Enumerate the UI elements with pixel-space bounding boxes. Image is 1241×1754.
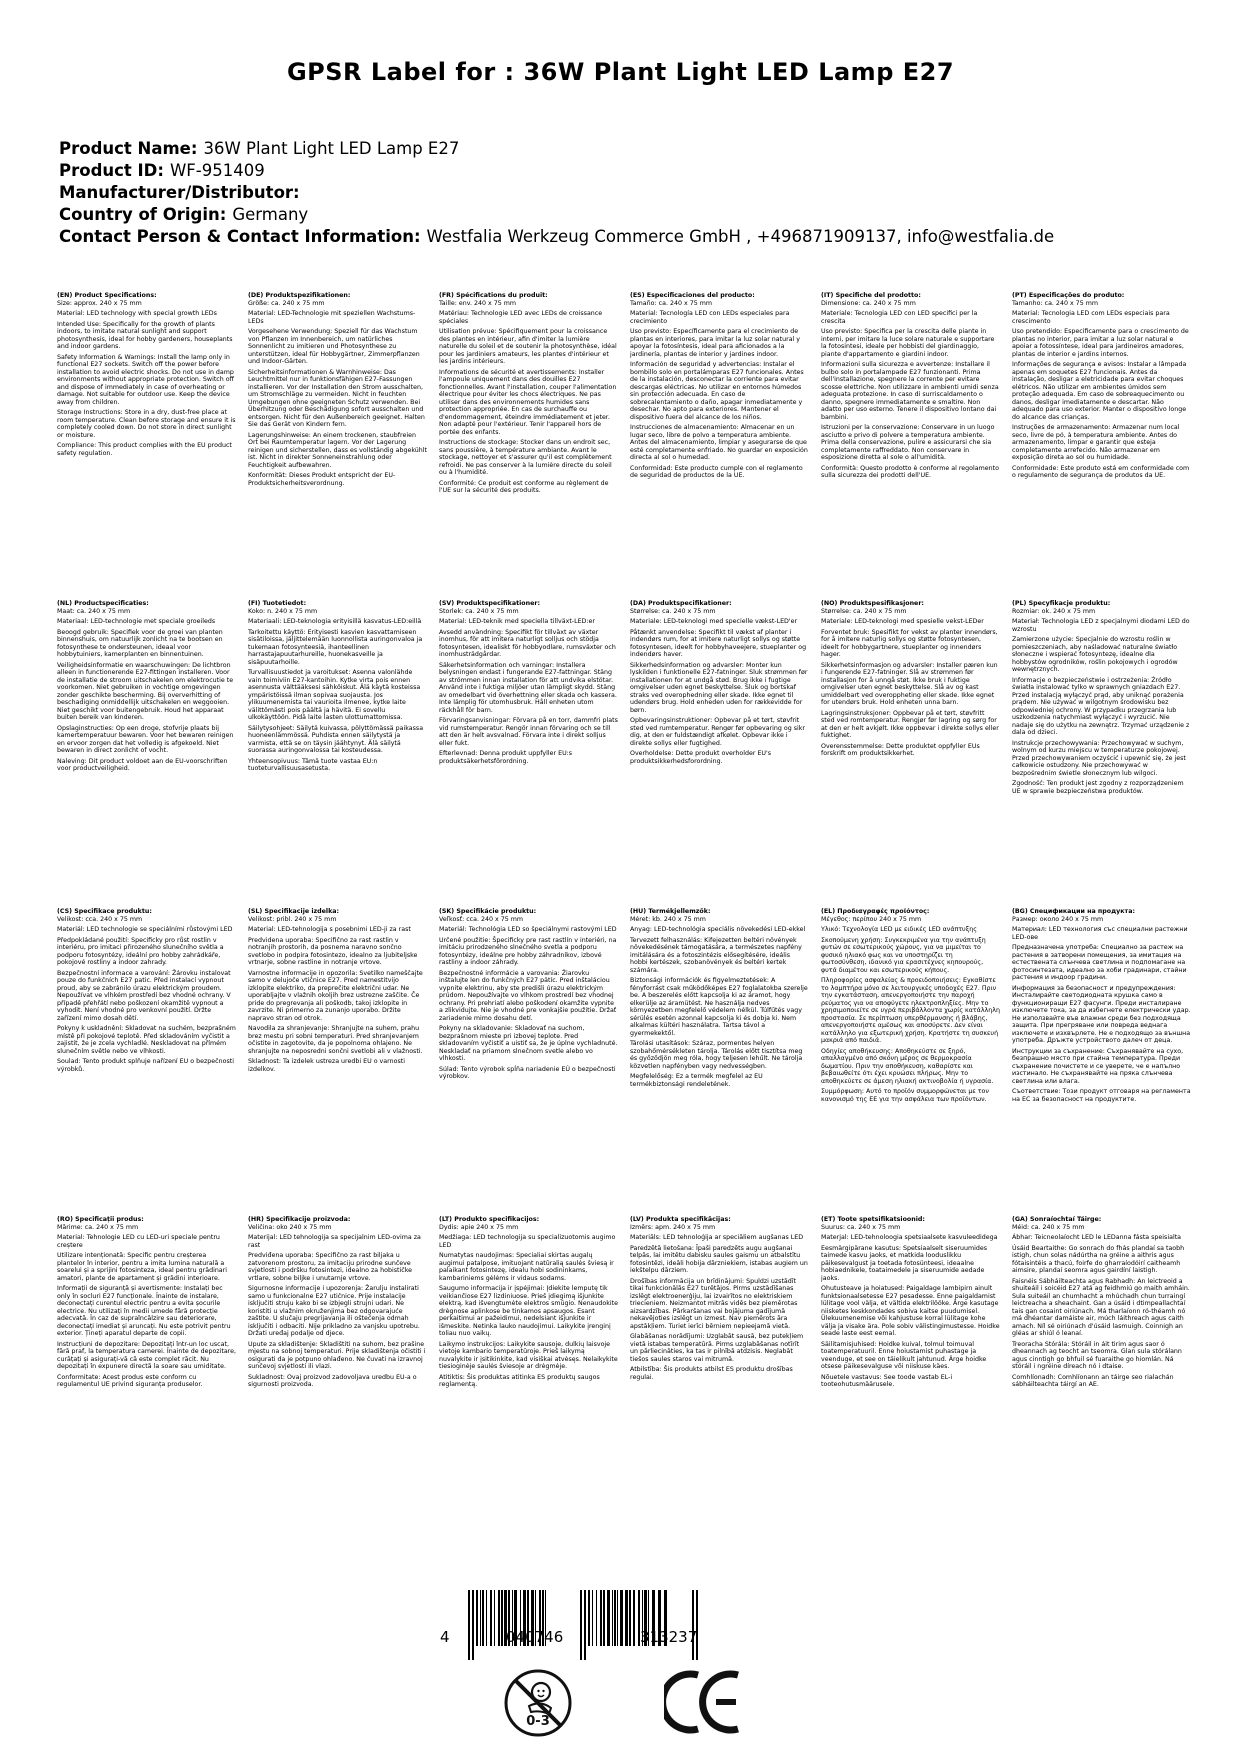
- spec-block: [248, 1216, 427, 1516]
- product-info: [59, 138, 1189, 248]
- spec-line: Material: LED-teknik med speciella tillväxt-LED:er: [439, 618, 595, 625]
- spec-line: Størrelse: ca. 240 x 75 mm: [630, 607, 716, 615]
- spec-block: [439, 600, 618, 908]
- spec-line: Veľkosť: cca. 240 x 75 mm: [439, 915, 524, 923]
- spec-line: Размер: около 240 x 75 mm: [1012, 915, 1104, 923]
- spec-line: Tervezett felhasználás: Kifejezetten beltéri növények növekedésének támogatására, a természetes napfény imitálására és a fotoszintézis elősegítésére, ideális hobbi kertészek, szobanövények és beltéri kertek számára.: [630, 936, 802, 974]
- spec-line: Zamierzone użycie: Specjalnie do wzrostu roślin w pomieszczeniach, aby naśladować naturalne światło słoneczne i wspierać fotosyntezę, idealne dla hobbystów ogrodników, roślin pokojowych i ogrodów wewnętrznych.: [1012, 636, 1178, 673]
- spec-line: Předpokládané použití: Specificky pro růst rostlin v interiéru, pro imitaci přirozeného slunečního světla a podporu fotosyntézy, ideální pro hobby zahrádkáře, pokojové rostliny a indoor zahrady.: [57, 936, 224, 966]
- spec-block: [57, 1216, 236, 1516]
- spec-heading: (PT) Especificações do produto:: [1012, 292, 1125, 299]
- spec-line: Información de seguridad y advertencias: Instalar el bombillo solo en portalámparas E27 funcionales. Antes de la instalación, desconectar la corriente para evitar descargas eléctricas. No utilizar en entornos húmedos sin protección adecuada. En caso de sobrecalentamiento o daño, apagar inmediatamente y desechar. No apto para exteriores. Mantener el dispositivo fuera del alcance de los niños.: [630, 361, 804, 421]
- spec-line: Materiale: LED-teknologi med spesielle vekst-LEDer: [821, 618, 984, 625]
- spec-line: Veiligheidsinformatie en waarschuwingen: De lichtbron alleen in functionerende E27-fittingen installeren. Voor de installatie de stroom uitschakelen om elektrocutie te voorkomen. Niet gebruiken in vochtige omgevingen zonder geschikte bescherming. Bij oververhitting of beschadiging onmiddellijk uitschakelen en weggooien. Niet geschikt voor buitengebruik. Houd het apparaat buiten bereik van kinderen.: [57, 661, 234, 721]
- spec-line: Sigurnosne informacije i upozorenja: Žarulju instalirati samo u funkcionalne E27 utičnice. Prije instalacije isključiti struju kako bi se izbjegli strujni udari. Ne koristiti u vlažnim okruženjima bez odgovarajuće zaštite. U slučaju pregrijavanja ili oštećenja odmah isključiti i odbaciti. Nije prikladno za vanjsku upotrebu. Držati uređaj podalje od djece.: [248, 1285, 420, 1337]
- spec-line: Tárolási utasítások: Száraz, pormentes helyen szobahőmérsékleten tárolja. Tárolás előtt tisztítsa meg és győződjön meg róla, hogy teljesen lehűlt. Ne tárolja közvetlen napfényben vagy nedvességben.: [630, 1040, 803, 1070]
- spec-heading: (PL) Specyfikacje produktu:: [1012, 600, 1111, 607]
- spec-heading: (HU) Termékjellemzők:: [630, 908, 711, 915]
- spec-line: Súlad: Tento výrobok spĺňa nariadenie EÚ o bezpečnosti výrobkov.: [439, 1065, 616, 1080]
- spec-line: Medžiaga: LED technologija su specializuotomis augimo LED: [439, 1234, 616, 1249]
- spec-line: Navodila za shranjevanje: Shranjujte na suhem, prahu brez mestu pri sobni temperaturi. Pred shranjevanjem očistite in zagotovite, da je popolnoma ohlajeno. Ne shranjujte na neposredni sončni svetlobi ali v vlažnosti.: [248, 1025, 423, 1055]
- spec-line: Materiale: LED-teknologi med specielle vækst-LED'er: [630, 618, 798, 625]
- svg-text:0-3: 0-3: [526, 1714, 550, 1729]
- spec-line: Säilytysohjeet: Säilytä kuivassa, pölyttömässä paikassa huoneenlämmössä. Puhdista ennen säilytystä ja varmista, että se on täysin jäähtynyt. Älä säilytä suorassa auringonvalossa tai kosteudessa.: [248, 724, 424, 754]
- spec-line: Informații de siguranță și avertismente: Instalați bec only în socluri E27 funcționale. Înainte de instalare, deconectați curentul electric pentru a evita șocurile electrice. Nu utilizați în medii umede fără protecție adecvată. În caz de supraîncălzire sau deteriorare, deconectați imediat și aruncați. Nu este potrivit pentru exterior. Țineți aparatul departe de copii.: [57, 1285, 231, 1337]
- barcode-bar: [468, 1590, 470, 1660]
- spec-line: Koko: n. 240 x 75 mm: [248, 607, 318, 615]
- spec-line: Uso previsto: Specifica per la crescita delle piante in interni, per imitare la luce solare naturale e supportare la fotosintesi, ideale per hobbisti del giardinaggio, piante d'appartamento e giardini indoor.: [821, 328, 995, 358]
- spec-line: Materiál: LED technologie se speciálními růstovými LED: [57, 926, 233, 933]
- spec-line: Turvallisuustiedot ja varoitukset: Asenna valonlähde vain toimiviin E27-kantoihin. Kytke virta pois ennen asennusta välttääksesi sähköiskut. Älä käytä kosteissa ympäristöissä ilman sopivaa suojausta. Jos ylikuumenemista tai vaurioita ilmenee, kytke laite välittömästi pois päältä ja hävitä. Ei sovellu ulkokäyttöön. Pidä laite lasten ulottumattomissa.: [248, 669, 421, 721]
- spec-line: Naleving: Dit product voldoet aan de EU-voorschriften voor productveiligheid.: [57, 757, 228, 772]
- barcode-bar: [494, 1590, 495, 1646]
- spec-line: Conformidade: Este produto está em conformidade com o regulamento de segurança de produtos da UE.: [1012, 464, 1190, 479]
- spec-heading: (EL) Προδιαγραφές προϊόντος:: [821, 908, 930, 915]
- spec-line: Velikost: cca. 240 x 75 mm: [57, 915, 143, 923]
- spec-heading: (DA) Produktspecifikationer:: [630, 600, 732, 607]
- product-id: WF-951409: [169, 161, 265, 180]
- spec-heading: (SL) Specifikacije izdelka:: [248, 908, 340, 915]
- barcode-group-1: 040746: [506, 1628, 564, 1646]
- spec-line: Material: LED-tehnologija s posebnimi LED-ji za rast: [248, 926, 411, 933]
- spec-line: Informações de segurança e avisos: Instalar a lâmpada apenas em soquetes E27 funcionais. Antes da instalação, desligar a eletricidade para evitar choques elétricos. Não utilizar em ambientes úmidos sem proteção adequada. Em caso de sobreaquecimento ou danos, desligar imediatamente e descartar. Não adequado para uso exterior. Manter o dispositivo longe do alcance das crianças.: [1012, 361, 1187, 421]
- spec-line: Υλικό: Τεχνολογία LED με ειδικές LED ανάπτυξης: [821, 926, 977, 933]
- spec-heading: (RO) Specificații produs:: [57, 1216, 144, 1223]
- spec-heading: (ET) Toote spetsifikatsioonid:: [821, 1216, 925, 1223]
- spec-line: Predvidena uporaba: Specifično za rast rastlin v notranjih prostorih, da posnema naravno sončno svetlobo in podpira fotosintezo, idealno za ljubiteljske vrtnarje, sobne rastline in notranje vrtove.: [248, 936, 418, 966]
- spec-line: Suurus: ca. 240 x 75 mm: [821, 1223, 901, 1231]
- spec-line: Vorgesehene Verwendung: Speziell für das Wachstum von Pflanzen im Innenbereich, um natürliches Sonnenlicht zu imitieren und Photosynthese zu unterstützen, ideal für Hobbygärtner, Zimmerpflanzen und Indoor-Gärten.: [248, 328, 420, 365]
- spec-line: Material: Tecnologia LED com LEDs especiais para crescimento: [1012, 310, 1170, 325]
- barcode-bar: [490, 1590, 492, 1646]
- spec-line: Sicherheitsinformationen & Warnhinweise: Das Leuchtmittel nur in funktionsfähigen E27-Fassungen installieren. Vor der Installation den Strom ausschalten, um Stromschläge zu vermeiden. Nicht in feuchten Umgebungen ohne geeigneten Schutz verwenden. Bei Überhitzung oder Beschädigung sofort ausschalten und entsorgen. Nicht für den Außenbereich geeignet. Halten Sie das Gerät von Kindern fern.: [248, 368, 425, 428]
- spec-line: Úsáid Beartaithe: Go sonrach do fhás plandaí sa taobh istigh, chun solas nádúrtha na gréine a aithris agus fótaisintéis a thacú, foirfe do gharraíodóirí caitheamh aimsire, plandaí seomra agus gairdíní laistigh.: [1012, 1244, 1185, 1274]
- spec-line: Informations de sécurité et avertissements: Installer l'ampoule uniquement dans des douilles E27 fonctionnelles. Avant l'installation, couper l'alimentation électrique pour éviter les chocs électriques. Ne pas utiliser dans des environnements humides sans protection appropriée. En cas de surchauffe ou d'endommagement, éteindre immédiatement et jeter. Non adapté pour l'extérieur. Tenir l'appareil hors de portée des enfants.: [439, 368, 617, 436]
- spec-line: Informacje o bezpieczeństwie i ostrzeżenia: Źródło światła instalować tylko w sprawnych gniazdach E27. Przed instalacją wyłączyć prąd, aby uniknąć porażenia prądem. Nie używać w wilgotnym środowisku bez odpowiedniej ochrony. W przypadku przegrzania lub uszkodzenia natychmiast wyłączyć i wyrzucić. Nie nadaje się do użytku na zewnątrz. Trzymać urządzenie z dala od dzieci.: [1012, 676, 1190, 736]
- spec-heading: (LT) Produkto specifikacijos:: [439, 1216, 540, 1223]
- spec-line: Comhlíonadh: Comhlíonann an táirge seo rialachán sábháilteachta táirgí an AE.: [1012, 1373, 1174, 1388]
- spec-line: Bezpečnostní informace a varování: Žárovku instalovat pouze do funkčních E27 patic. Před instalací vypnout proud, aby se zabránilo úrazu elektrickým proudem. Nepoužívat ve vlhkém prostředí bez vhodné ochrany. V případě přehřátí nebo poškození okamžitě vypnout a vyhodit. Není vhodné pro venkovní použití. Držte zařízení mimo dosah dětí.: [57, 969, 231, 1022]
- spec-line: Instruções de armazenamento: Armazenar num local seco, livre de pó, à temperatura ambiente. Antes do armazenamento, limpar e garantir que esteja completamente arrefecido. Não armazenar em exposição direta ao sol ou humidade.: [1012, 424, 1180, 461]
- spec-block: [57, 292, 236, 600]
- barcode-bar: [617, 1590, 618, 1646]
- spec-line: Taille: env. 240 x 75 mm: [439, 299, 517, 307]
- spec-heading: (SV) Produktspecifikationer:: [439, 600, 540, 607]
- spec-line: Biztonsági információk és figyelmeztetések: A fényforrást csak működőképes E27 foglalatokba szerelje be. A beszerelés előtt kapcsolja ki az áramot, hogy elkerülje az áramütést. Ne használja nedves környezetben megfelelő védelem nélkül. Túlfűtés vagy sérülés esetén azonnal kapcsolja ki és dobja ki. Nem alkalmas kültéri használatra. Tartsa távol a gyermekektől.: [630, 977, 808, 1037]
- spec-line: Safety Information & Warnings: Install the lamp only in functional E27 sockets. Switch off the power before installation to avoid electric shocks. Do not use in damp environments without appropriate protection. Switch off and dispose of immediately in case of overheating or damage. Not suitable for outdoor use. Keep the device away from children.: [57, 353, 234, 406]
- age-warning-0-3-icon: [503, 1668, 573, 1738]
- spec-block: [1012, 1216, 1191, 1516]
- barcode-bar: [625, 1590, 628, 1646]
- spec-line: Instrucciones de almacenamiento: Almacenar en un lugar seco, libre de polvo a temperatura ambiente. Antes del almacenamiento, limpiar y asegurarse de que esté completamente enfriado. No guardar en exposición directa al sol o humedad.: [630, 424, 808, 461]
- country-of-origin: Germany: [232, 205, 309, 224]
- spec-line: Určené použitie: Špecificky pre rast rastlín v interiéri, na imitáciu prirodzeného slnečného svetla a podporu fotosyntézy, ideálne pre hobby záhradníkov, izbové rastliny a indoor záhrady.: [439, 936, 617, 966]
- spec-line: Materjal: LED-tehnoloogia spetsiaalsete kasvuleedidega: [821, 1234, 998, 1241]
- barcode-bar: [633, 1590, 635, 1646]
- barcode-bar: [592, 1590, 593, 1646]
- barcode-bar: [629, 1590, 631, 1646]
- spec-line: Bezpečnostné informácie a varovania: Žiarovku inštalujte len do funkčných E27 pätíc. Pred inštaláciou vypnite elektrinu, aby ste predišli úrazu elektrickým prúdom. Nepoužívajte vo vlhkom prostredí bez vhodnej ochrany. Pri prehriatí alebo poškodení okamžite vypnite a zlikvidujte. Nie je vhodné pre vonkajšie použitie. Držať zariadenie mimo dosahu detí.: [439, 969, 617, 1022]
- spec-line: Инструкции за съхранение: Съхранявайте на сухо, безпрашно място при стайна температура. Преди съхранение почистете и се уверете, че е напълно изстинало. Не съхранявайте на пряка слънчева светлина или влага.: [1012, 1047, 1184, 1085]
- spec-line: Opslaginstructies: Op een droge, stofvrije plaats bij kamertemperatuur bewaren. Voor het bewaren reinigen en ervoor zorgen dat het volledig is afgekoeld. Niet bewaren in direct zonlicht of vocht.: [57, 724, 234, 754]
- spec-line: Veličina: oko 240 x 75 mm: [248, 1223, 332, 1231]
- spec-line: Informazioni sulla sicurezza e avvertenze: Installare il bulbo solo in portalampade E27 funzionanti. Prima dell'installazione, spegnere la corrente per evitare scosse elettriche. Non utilizzare in ambienti umidi senza adeguata protezione. In caso di surriscaldamento o danno, spegnere immediatamente e smaltire. Non adatto per uso esterno. Tenere il dispositivo lontano dai bambini.: [821, 361, 999, 421]
- spec-line: Anyag: LED-technológia speciális növekedési LED-ekkel: [630, 926, 806, 933]
- spec-line: Pokyny na skladovanie: Skladovať na suchom, bezprašnom mieste pri izbovej teplote. Pred skladovaním vyčistiť a uistiť sa, že je úplne vychladnuté. Neskladať na priamom slnečnom svetle alebo vo vlhkosti.: [439, 1025, 618, 1062]
- spec-line: Größe: ca. 240 x 75 mm: [248, 299, 325, 307]
- spec-block: [821, 292, 1000, 600]
- spec-line: Størrelse: ca. 240 x 75 mm: [821, 607, 907, 615]
- spec-line: Paredzētā lietošana: Īpaši paredzēts augu augšanai telpās, lai imitētu dabisku saules gaismu un atbalstītu fotosintēzi, ideāli hobija dārzniekiem, istabas augiem un iekštelpu dārziem.: [630, 1244, 808, 1274]
- spec-line: Materiale: Tecnologia LED con LED specifici per la crescita: [821, 310, 978, 325]
- spec-line: Upute za skladištenje: Skladištiti na suhom, bez prašine mjestu na sobnoj temperaturi. Prije skladištenja očistiti i osigurati da je potpuno ohlađeno. Ne čuvati na izravnoj sunčevoj svjetlosti ili vlazi.: [248, 1340, 426, 1370]
- spec-line: Uso previsto: Específicamente para el crecimiento de plantas en interiores, para imitar la luz solar natural y apoyar la fotosíntesis, ideal para aficionados a la jardinería, plantas de interior y jardines indoor.: [630, 328, 801, 358]
- spec-heading: (SK) Špecifikácie produktu:: [439, 908, 537, 915]
- spec-line: Méret: kb. 240 x 75 mm: [630, 915, 706, 923]
- spec-line: Sikkerhedsinformation og advarsler: Monter kun lyskilden i funktionelle E27-fatninger. Sluk strømmen før installationen for at undgå stød. Brug ikke i fugtige omgivelser uden egnet beskyttelse. Sluk og bortskaf straks ved overophedning eller skade. Ikke egnet til udendørs brug. Hold enheden uden for rækkevidde for børn.: [630, 661, 808, 714]
- contact-information: Westfalia Werkzeug Commerce GmbH , +496871909137, info@westfalia.de: [426, 227, 1055, 246]
- barcode-bar: [480, 1590, 481, 1646]
- country-of-origin-row: Country of Origin: Germany: [59, 205, 309, 224]
- spec-line: Konformität: Dieses Produkt entspricht der EU-Produktsicherheitsverordnung.: [248, 472, 396, 487]
- spec-heading: (HR) Specifikacije proizvoda:: [248, 1216, 351, 1223]
- spec-line: Lagringsinstruksjoner: Oppbevar på et tørt, støvfritt sted ved romtemperatur. Rengjør før lagring og sørg for at den er helt avkjølt. Ikke oppbevar i direkte sollys eller fuktighet.: [821, 709, 999, 739]
- spec-line: Instrukcje przechowywania: Przechowywać w suchym, wolnym od kurzu miejscu w temperaturze pokojowej. Przed przechowywaniem oczyścić i upewnić się, że jest całkowicie ostudzony. Nie przechowywać w bezpośrednim świetle słonecznym lub wilgoci.: [1012, 739, 1186, 777]
- spec-heading: (BG) Спецификации на продукта:: [1012, 908, 1135, 915]
- spec-line: Size: approx. 240 x 75 mm: [57, 299, 142, 307]
- contact-row: Contact Person & Contact Information: Westfalia Werkzeug Commerce GmbH , +496871909137, info@westfalia.de: [59, 227, 1055, 246]
- spec-line: Mărime: ca. 240 x 75 mm: [57, 1223, 139, 1231]
- spec-line: Forventet bruk: Spesifikt for vekst av planter innendørs, for å imitere naturlig sollys og støtte fotosyntesen, ideelt for hobbygartnere, stueplanter og innendørs hager.: [821, 628, 998, 658]
- barcode-bar: [482, 1590, 484, 1646]
- barcode-bar: [580, 1590, 582, 1660]
- spec-heading: (LV) Produkta specifikācijas:: [630, 1216, 731, 1223]
- barcode-bar: [588, 1590, 590, 1646]
- spec-line: Dydis: apie 240 x 75 mm: [439, 1223, 519, 1231]
- barcode-bar: [486, 1590, 487, 1646]
- spec-line: Conformitate: Acest produs este conform cu regulamentul UE privind siguranța produselor.: [57, 1373, 203, 1388]
- spec-line: Matériau: Technologie LED avec LEDs de croissance spéciales: [439, 310, 603, 325]
- spec-line: Μέγεθος: περίπου 240 x 75 mm: [821, 915, 922, 923]
- spec-block: [439, 292, 618, 600]
- spec-line: Efterlevnad: Denna produkt uppfyller EU:s produktsäkerhetsförordning.: [439, 750, 573, 765]
- spec-line: Maat: ca. 240 x 75 mm: [57, 607, 131, 615]
- spec-line: Nõuetele vastavus: See toode vastab EL-i tooteohutusmäärusele.: [821, 1373, 953, 1388]
- manufacturer-row: Manufacturer/Distributor:: [59, 183, 300, 202]
- spec-line: Storage Instructions: Store in a dry, dust-free place at room temperature. Clean before storage and ensure it is completely cooled down. Do not store in direct sunlight or moisture.: [57, 409, 236, 439]
- spec-line: Eesmärgipärane kasutus: Spetsiaalselt siseruumides taimede kasvu jaoks, et matkida looduslikku päikesevalgust ja toetada fotosünteesi, ideaalne hobiaednikele, toataimedele ja siseruumide aedade jaoks.: [821, 1244, 988, 1282]
- spec-line: Tamaño: ca. 240 x 75 mm: [630, 299, 712, 307]
- spec-line: Avsedd användning: Specifikt för tillväxt av växter inomhus, för att imitera naturligt solljus och stödja fotosyntesen, idealiskt för hobbyodlare, rumsväxter och inomhusträdgårdar.: [439, 628, 616, 658]
- spec-line: Предназначена употреба: Специално за растеж на растения в затворени помещения, за имитация на естествената слънчева светлина и подпомагане на фотосинтезата, идеално за хоби градинари, стайни растения и индоор градини.: [1012, 944, 1187, 981]
- spec-line: Material: Tehnologie LED cu LED-uri speciale pentru creștere: [57, 1234, 220, 1249]
- spec-block: [1012, 600, 1191, 908]
- spec-line: Atbilstība: Šis produkts atbilst ES produktu drošības regulai.: [630, 1366, 793, 1381]
- spec-block: [630, 908, 809, 1216]
- spec-line: Материал: LED технология със специални растежни LED-ове: [1012, 926, 1188, 941]
- spec-line: Säkerhetsinformation och varningar: Installera belysningen endast i fungerande E27-fattningar. Stäng av strömmen innan installation för att undvika elstötar. Använd inte i fuktiga miljöer utan lämpligt skydd. Stäng av omedelbart vid överhettning eller skada och kassera. Inte lämplig för utomhusbruk. Håll enheten utom räckhåll för barn.: [439, 661, 617, 714]
- spec-line: Glabāšanas norādījumi: Uzglabāt sausā, bez putekļiem vietā istabas temperatūrā. Pirms uzglabāšanas notīrīt un pārliecināties, ka tas ir pilnībā atdzisis. Neglabāt tiešos saules staros vai mitrumā.: [630, 1333, 804, 1363]
- product-name-row: Product Name: 36W Plant Light LED Lamp E27: [59, 139, 460, 158]
- spec-heading: (DE) Produktspezifikationen:: [248, 292, 351, 299]
- spec-line: Varnostne informacije in opozorila: Svetilko nameščajte samo v delujoče vtičnice E27. Pred namestitvijo izklopite elektriko, da preprečite električni udar. Ne uporabljajte v vlažnih okoljih brez ustrezne zaščite. Če pride do pregrevanja ali poškodb, takoj izklopite in zavrzite. Ni primerno za zunanjo uporabo. Držite napravo stran od otrok.: [248, 969, 423, 1022]
- barcode-bar: [600, 1590, 602, 1646]
- spec-line: Conformidad: Este producto cumple con el reglamento de seguridad de productos de la UE.: [630, 464, 803, 479]
- spec-block: [57, 600, 236, 908]
- spec-block: [57, 908, 236, 1216]
- spec-line: Påtænkt anvendelse: Specifikt til vækst af planter i indendørs rum, for at imitere naturligt sollys og støtte fotosyntesen, ideelt for hobbyhaveejere, stueplanter og indendørs haver.: [630, 628, 807, 658]
- barcode-bar: [476, 1590, 478, 1646]
- spec-block: [821, 1216, 1000, 1516]
- spec-line: Uso pretendido: Especificamente para o crescimento de plantas no interior, para imitar a luz solar natural e apoiar a fotossíntese, ideal para jardineiros amadores, plantas de interior e jardins internos.: [1012, 328, 1189, 358]
- barcode-bar: [498, 1590, 500, 1646]
- spec-block: [439, 908, 618, 1216]
- spec-line: Skladnost: Ta izdelek ustreza uredbi EU o varnosti izdelkov.: [248, 1058, 405, 1073]
- product-id-row: Product ID: WF-951409: [59, 161, 265, 180]
- spec-heading: (FR) Spécifications du produit:: [439, 292, 548, 299]
- spec-line: Faisnéis Sábháilteachta agus Rabhadh: An leictreoid a shuiteáil i soicéid E27 atá ag feidhmiú go maith amháin. Sula suiteáil an chumhacht a mhúchadh chun turraingí leictreacha a sheachaint. Gan a úsáid i dtimpeallachtaí tais gan cosaint oiriúnach. Má tharlaíonn ró-théamh nó má dhéantar damáiste air, múch láithreach agus caith amach. Níl sé oiriúnach d'úsáid lasmuigh. Coinnigh an gléas ar shiúl ó leanaí.: [1012, 1277, 1190, 1337]
- spec-line: Instructions de stockage: Stocker dans un endroit sec, sans poussière, à température ambiante. Avant le stockage, nettoyer et s'assurer qu'il est complètement refroidi. Ne pas conserver à la lumière directe du soleil ou à l'humidité.: [439, 439, 612, 476]
- barcode-group-2: 313237: [640, 1628, 698, 1646]
- spec-line: Predviđena uporaba: Specifično za rast biljaka u zatvorenom prostoru, za imitaciju prirodne sunčeve svjetlosti i podršku fotosintezi, idealno za hobističke vrtlare, sobne biljke i unutarnje vrtove.: [248, 1252, 413, 1282]
- spec-line: Material: LED-Technologie mit speziellen Wachstums-LEDs: [248, 310, 416, 325]
- spec-line: Overensstemmelse: Dette produktet oppfyller EUs forskrift om produktsikkerhet.: [821, 742, 980, 757]
- spec-line: Treoracha Stórála: Stóráil in áit tirim agus saor ó dheannach ag teocht an tseomra. Glan sula stórálann agus cinntigh go bhfuil sé fuaraithe go hiomlán. Ná stóráil i ngréine díreach nó i dtaise.: [1012, 1340, 1182, 1370]
- spec-line: Συμμόρφωση: Αυτό το προϊόν συμμορφώνεται με τον κανονισμό της ΕΕ για την ασφάλεια των προϊόντων.: [821, 1088, 989, 1103]
- spec-line: Sukladnost: Ovaj proizvod zadovoljava uredbu EU-a o sigurnosti proizvoda.: [248, 1373, 417, 1388]
- spec-line: Material: LED technology with special growth LEDs: [57, 310, 217, 317]
- spec-block: [630, 1216, 809, 1516]
- spec-line: Tamanho: ca. 240 x 75 mm: [1012, 299, 1098, 307]
- spec-line: Utilizare intenționată: Specific pentru creșterea plantelor în interior, pentru a imita lumina naturală a soarelui și a sprijini fotosinteza, ideal pentru grădinari amatori, plante de apartament și grădini interioare.: [57, 1252, 228, 1282]
- spec-line: Laikymo instrukcijos: Laikykite sausoje, dulkių laisvoje vietoje kambario temperatūroje. Prieš laikymą nuvalykite ir įsitikinkite, kad visiškai atvėsęs. Nelaikykite tiesioginėje saulės šviesoje ar drėgmėje.: [439, 1340, 618, 1370]
- spec-line: Istruzioni per la conservazione: Conservare in un luogo asciutto e privo di polvere a temperatura ambiente. Prima della conservazione, pulire e assicurarsi che sia completamente raffreddato. Non conservare in esposizione diretta al sole o all'umidità.: [821, 424, 995, 461]
- spec-line: Instrucțiuni de depozitare: Depozitați într-un loc uscat, fără praf, la temperatura camerei. Înainte de depozitare, curățați și asigurați-vă că este complet răcit. Nu depozitați în expunere directă la soare sau umiditate.: [57, 1340, 236, 1370]
- barcode-bar: [584, 1590, 586, 1660]
- barcode-bar: [614, 1590, 616, 1646]
- spec-line: Conformità: Questo prodotto è conforme al regolamento sulla sicurezza dei prodotti dell'UE.: [821, 464, 999, 479]
- spec-line: Atitiktis: Šis produktas atitinka ES produktų saugos reglamentą.: [439, 1373, 600, 1388]
- spec-block: [439, 1216, 618, 1516]
- spec-line: Förvaringsanvisningar: Förvara på en torr, dammfri plats vid rumstemperatur. Rengör innan förvaring och se till att den är helt avsvalnad. Förvara inte i direkt solljus eller fukt.: [439, 717, 618, 747]
- product-name: 36W Plant Light LED Lamp E27: [203, 139, 460, 158]
- barcode-bar: [612, 1590, 613, 1646]
- spec-line: Storlek: ca. 240 x 75 mm: [439, 607, 519, 615]
- spec-line: Yhteensopivuus: Tämä tuote vastaa EU:n tuoteturvallisuusasetusta.: [248, 757, 378, 772]
- spec-line: Izmērs: apm. 240 x 75 mm: [630, 1223, 716, 1231]
- spec-block: [1012, 292, 1191, 600]
- spec-line: Megfelelőség: Ez a termék megfelel az EU termékbiztonsági rendeletének.: [630, 1073, 763, 1088]
- page-title: GPSR Label for : 36W Plant Light LED Lamp E27: [286, 58, 955, 86]
- barcode-bar: [696, 1590, 698, 1660]
- spec-line: Materiaal: LED-technologie met speciale groeileds: [57, 618, 216, 625]
- barcode-bar: [596, 1590, 597, 1646]
- spec-line: Zgodność: Ten produkt jest zgodny z rozporządzeniem UE w sprawie bezpieczeństwa produktów.: [1012, 780, 1184, 795]
- spec-line: Intended Use: Specifically for the growth of plants indoors, to imitate natural sunlight and support photosynthesis, ideal for hobby gardeners, houseplants and indoor gardens.: [57, 320, 233, 350]
- spec-line: Materiāls: LED tehnoloģija ar speciāliem augšanas LED: [630, 1234, 804, 1241]
- spec-line: Materiał: Technologia LED z specjalnymi diodami LED do wzrostu: [1012, 618, 1190, 633]
- spec-heading: (GA) Sonraíochtaí Táirge:: [1012, 1216, 1102, 1223]
- spec-block: [630, 600, 809, 908]
- spec-block: [248, 600, 427, 908]
- spec-line: Ohutusteave ja hoiatused: Paigaldage lambipirn ainult funktsionaalsetesse E27 pesadesse. Enne paigaldamist lülitage vool välja, et vältida elektrilööke. Ärge kasutage niisketes keskkondades sobiva kaitse puudumisel. Ülekuumenemise või kahjustuse korral lülitage kohe välja ja visake ära. Pole sobiv välistingimustesse. Hoidke seade laste eest eemal.: [821, 1285, 1000, 1337]
- spec-block: [248, 292, 427, 600]
- spec-line: Saugumo informacija ir įspėjimai: Įdiekite lemputę tik veikiančiose E27 lizdiniuose. Prieš įdiegimą išjunkite elektrą, kad išvengtumėte elektros smūgio. Nenaudokite drėgnose aplinkose be tinkamos apsaugos. Esant perkaitimui ar pažeidimui, nedelsiant išjunkite ir išmeskite. Netinka lauko naudojimui. Laikykite įrenginį toliau nuo vaikų.: [439, 1285, 618, 1337]
- spec-line: Sikkerhetsinformasjon og advarsler: Installer pæren kun i fungerende E27-fatninger. Slå av strømmen før installasjon for å unngå støt. Ikke bruk i fuktige omgivelser uten egnet beskyttelse. Slå av og kast umiddelbart ved overoppheting eller skade. Ikke egnet for utendørs bruk. Hold enheten unna barn.: [821, 661, 998, 706]
- spec-line: Opbevaringsinstruktioner: Opbevar på et tørt, støvfrit sted ved rumtemperatur. Rengør før opbevaring og sikr dig, at den er fuldstændigt afkølet. Opbevar ikke i direkte sollys eller fugtighed.: [630, 717, 806, 747]
- spec-line: Säilitamisjuhised: Hoidke kuival, tolmul toimuval toatemperatuuril. Enne hoiustamist puhastage ja veenduge, et see on täielikult jahtunud. Ärge hoidke otsese päikesevalguse või niiskuse käes.: [821, 1340, 987, 1370]
- spec-block: [821, 908, 1000, 1216]
- spec-heading: (IT) Specifiche del prodotto:: [821, 292, 921, 299]
- spec-line: Materijal: LED tehnologija sa specijalnim LED-ovima za rast: [248, 1234, 421, 1249]
- spec-line: Οδηγίες αποθήκευσης: Αποθηκεύστε σε ξηρό, απαλλαγμένο από σκόνη μέρος σε θερμοκρασία δωματίου. Πριν την αποθήκευση, καθαρίστε και βεβαιωθείτε ότι έχει κρυώσει πλήρως. Μην το αποθηκεύετε σε άμεση ηλιακή ακτινοβολία ή υγρασία.: [821, 1047, 994, 1085]
- spec-block: [248, 908, 427, 1216]
- spec-line: Съответствие: Този продукт отговаря на регламента на ЕС за безопасност на продуктите.: [1012, 1088, 1191, 1103]
- spec-heading: (EN) Product Specifications:: [57, 292, 157, 299]
- spec-heading: (ES) Especificaciones del producto:: [630, 292, 755, 299]
- spec-line: Utilisation prévue: Spécifiquement pour la croissance des plantes en intérieur, afin d'imiter la lumière naturelle du soleil et de soutenir la photosynthèse, idéal pour les jardiniers amateurs, les plantes d'intérieur et les jardins intérieurs.: [439, 328, 617, 365]
- barcode-lead-digit: 4: [440, 1628, 450, 1646]
- spec-heading: (CS) Specifikace produktu:: [57, 908, 152, 915]
- spec-line: Dimensione: ca. 240 x 75 mm: [821, 299, 916, 307]
- spec-line: Tarkoitettu käyttö: Erityisesti kasvien kasvattamiseen sisätiloissa, jäljittelemään luonnollista auringonvaloa ja tukemaan fotosynteesiä, ihanteellinen harrastajapuutarhureille, huonekasveille ja sisäpuutarhoille.: [248, 628, 423, 666]
- spec-block: [630, 292, 809, 600]
- barcode-bar: [620, 1590, 623, 1646]
- spec-line: Информация за безопасност и предупреждения: Инсталирайте светодиодната крушка само в функциониращи E27 фасунги. Преди инсталиране изключете тока, за да избегнете електрически удар. Не използвайте във влажни среди без подходяща защита. При прегряване или повреда веднага изключете и изхвърлете. Не е подходящо за външна употреба. Дръжте устройството далеч от деца.: [1012, 984, 1191, 1044]
- spec-line: Beoogd gebruik: Specifiek voor de groei van planten binnenshuis, om natuurlijk zonlicht na te bootsen en fotosynthese te ondersteunen, ideaal voor hobbytuiniers, kamerplanten en binnentuinen.: [57, 628, 223, 658]
- ce-mark-icon: [664, 1669, 744, 1735]
- barcode-bar: [692, 1590, 694, 1660]
- spec-heading: (NO) Produktspesifikasjoner:: [821, 600, 924, 607]
- spec-line: Compliance: This product complies with the EU product safety regulation.: [57, 442, 232, 457]
- spec-line: Rozmiar: ok. 240 x 75 mm: [1012, 607, 1096, 615]
- spec-line: Material: Tecnología LED con LEDs especiales para crecimiento: [630, 310, 790, 325]
- spec-heading: (FI) Tuotetiedot:: [248, 600, 307, 607]
- spec-line: Ábhar: Teicneolaíocht LED le LEDanna fásta speisialta: [1012, 1234, 1182, 1241]
- spec-heading: (NL) Productspecificaties:: [57, 600, 149, 607]
- spec-line: Méid: ca. 240 x 75 mm: [1012, 1223, 1085, 1231]
- spec-line: Materiál: Technológia LED so špeciálnymi rastovými LED: [439, 926, 617, 933]
- ean-barcode: [440, 1590, 730, 1660]
- spec-block: [1012, 908, 1191, 1216]
- language-spec-grid: [57, 292, 1191, 1516]
- spec-line: Numatytas naudojimas: Specialiai skirtas augalų augimui patalpose, imituojant natūralią saulės šviesą ir palaikant fotosintezę, idealu hobi sodininkams, kambariniems gėlėms ir vidaus sodams.: [439, 1252, 614, 1282]
- barcode-bar: [607, 1590, 610, 1646]
- spec-line: Lagerungshinweise: An einem trockenen, staubfreien Ort bei Raumtemperatur lagern. Vor der Lagerung reinigen und sicherstellen, dass es vollständig abgekühlt ist. Nicht in direkter Sonneneinstrahlung oder Feuchtigkeit aufbewahren.: [248, 431, 427, 469]
- spec-line: Πληροφορίες ασφαλείας & προειδοποιήσεις: Εγκαθίστε το λαμπτήρα μόνο σε λειτουργικές υποδοχές E27. Πριν την εγκατάσταση, απενεργοποιήστε την παροχή ρεύματος για να αποφύγετε ηλεκτροπληξίες. Μην το χρησιμοποιείτε σε υγρά περιβάλλοντα χωρίς κατάλληλη προστασία. Σε περίπτωση υπερθέρμανσης ή βλάβης, απενεργοποιήστε αμέσως και αποσύρετε. Δεν είναι κατάλληλο για εξωτερική χρήση. Κρατήστε τη συσκευή μακριά από παιδιά.: [821, 977, 1000, 1044]
- spec-line: Conformité: Ce produit est conforme au règlement de l'UE sur la sécurité des produits.: [439, 479, 609, 494]
- spec-block: [821, 600, 1000, 908]
- spec-line: Drošības informācija un brīdinājumi: Spuldzi uzstādīt tikai funkcionālās E27 turētājos. Pirms uzstādīšanas izslēgt elektroenerģiju, lai izvairītos no elektriskiem triecieniem. Neizmantot mitrās vidēs bez piemērotas aizsardzības. Pārkaršanas vai bojājuma gadījumā nekavējoties izslēgt un izmest. Nav piemērots āra apstākļiem. Turiet ierīci bērniem nepieejamā vietā.: [630, 1277, 798, 1330]
- barcode-bar: [472, 1590, 474, 1660]
- spec-line: Soulad: Tento produkt splňuje nařízení EU o bezpečnosti výrobků.: [57, 1058, 234, 1073]
- barcode-bar: [603, 1590, 605, 1646]
- spec-line: Pokyny k uskladnění: Skladovat na suchém, bezprašném místě při pokojové teplotě. Před skladováním vyčistit a zajistit, že je zcela vychladlé. Neskladovat na přímém slunečním světle nebo ve vlhkosti.: [57, 1025, 236, 1055]
- spec-line: Σκοπούμενη χρήση: Συγκεκριμένα για την ανάπτυξη φυτών σε εσωτερικούς χώρους, για να μιμείται το φυσικό ηλιακό φως και να υποστηρίζει τη φωτοσύνθεση, ιδανικό για ερασιτέχνες κηπουρούς, φυτά διαμέτου και εσωτερικούς κήπους.: [821, 936, 986, 974]
- spec-line: Materiaali: LED-teknologia erityisillä kasvatus-LED:eillä: [248, 618, 422, 625]
- spec-line: Overholdelse: Dette produkt overholder EU's produktsikkerhedsforordning.: [630, 750, 772, 765]
- spec-line: Velikost: pribl. 240 x 75 mm: [248, 915, 337, 923]
- barcode-bar: [501, 1590, 503, 1646]
